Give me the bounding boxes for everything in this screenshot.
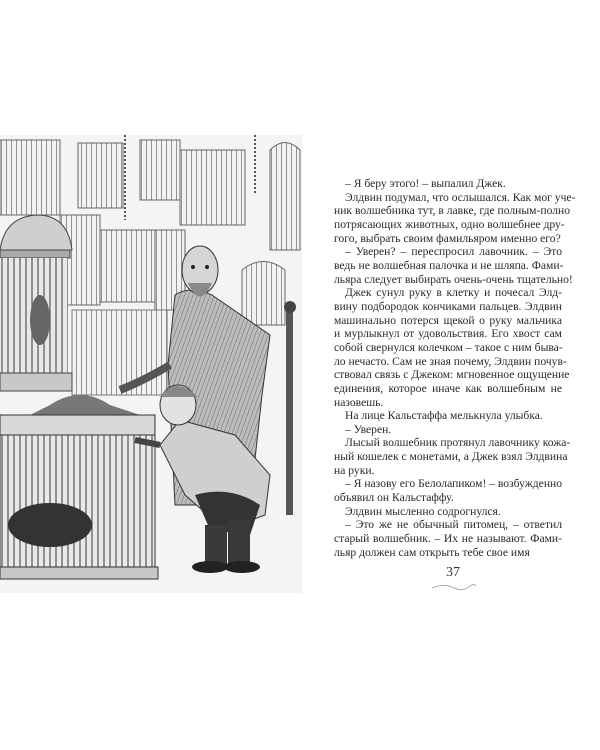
text-line: старый волшебник. – Их не называют. Фами- [334, 532, 562, 546]
text-line: ло нечасто. Сам не зная почему, Элдвин почув- [334, 354, 567, 368]
text-line: Элдвин мысленно содрогнулся. [345, 504, 501, 518]
text-line: – Я назову его Белолапиком! – возбужденно [345, 477, 563, 491]
text-line: ствовал связь с Джеком: мгновенное ощущение [334, 368, 570, 382]
text-line: – Я беру этого! – выпалил Джек. [345, 177, 506, 190]
text-line: Лысый волшебник протянул лавочнику кожа- [345, 436, 571, 450]
text-line: машинально потерся щекой о руку мальчика [334, 313, 562, 327]
dome-cage [0, 215, 72, 391]
page-text [334, 177, 576, 559]
text-line: льяр должен сам открыть тебе свое имя [334, 545, 530, 559]
text-line: на руки. [334, 463, 375, 477]
book-illustration [0, 135, 302, 593]
text-line: Элдвин подумал, что ослышался. Как мог уче- [345, 190, 576, 204]
text-line: ведь не волшебная палочка и не шляпа. Фами- [334, 258, 564, 272]
text-line: ный кошелек с монетами, а Джек взял Элдвина [334, 450, 568, 464]
text-line: – Уверен. [345, 422, 392, 436]
text-line: и мурлыкнул от удовольствия. Его хвост сам [334, 327, 562, 341]
swirl-ornament-icon [430, 582, 478, 592]
pole [286, 305, 293, 515]
text-line: льяра следует выбирать очень-очень тщательно! [334, 272, 573, 286]
text-line: – Уверен? – переспросил лавочник. – Это [345, 245, 562, 259]
text-line: Джек сунул руку в клетку и почесал Элд- [345, 286, 562, 300]
text-line: объявил он Кальстаффу. [334, 491, 454, 505]
text-line: назовешь. [334, 395, 384, 409]
text-line: На лице Кальстаффа мелькнула улыбка. [345, 409, 543, 423]
text-line: гого, выбрать своим фамильяром именно его? [334, 231, 561, 245]
text-line: – Это же не обычный питомец, – ответил [345, 518, 562, 532]
front-cage [0, 395, 158, 579]
page-number: 37 [446, 565, 460, 580]
text-line: вину подбородок кончиками пальцев. Элдвин [334, 299, 562, 313]
text-line: ник волшебника тут, в лавке, где полным-полно [334, 204, 570, 218]
text-line: собой свернулся колечком – такое с ним быва- [334, 340, 563, 354]
text-line: потрясающих животных, одно волшебнее дру- [334, 217, 565, 231]
text-line: единения, которое иначе как волшебным не [334, 381, 562, 395]
